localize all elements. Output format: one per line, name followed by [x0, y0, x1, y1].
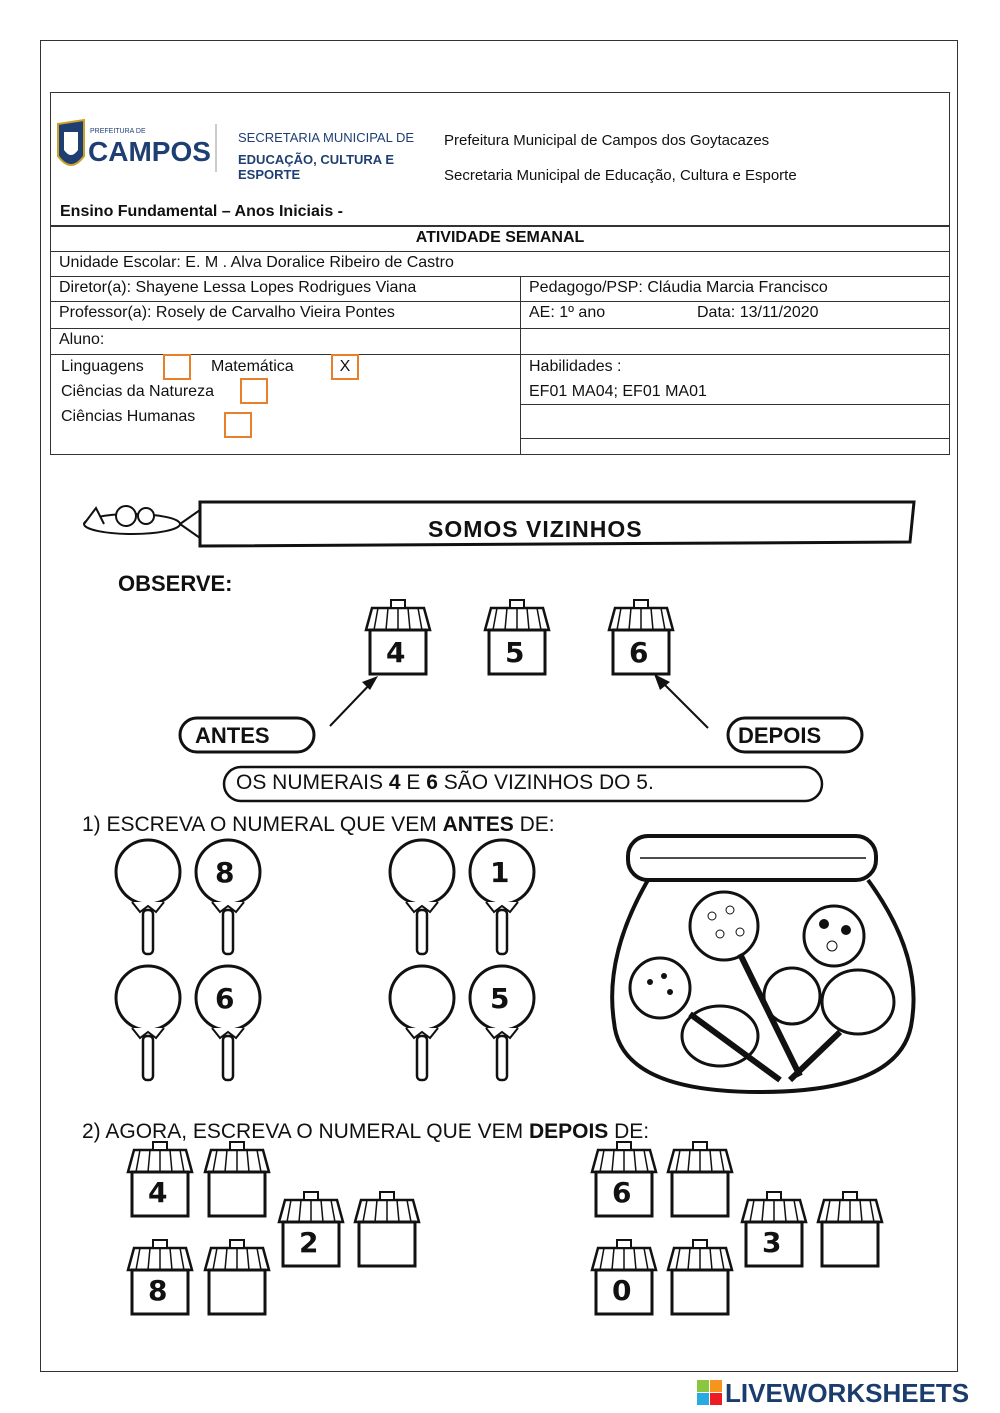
statement-text: [236, 771, 654, 795]
lollipop-number-5: 5: [490, 982, 510, 1015]
logo-prefeitura-text: PREFEITURA DE: [90, 128, 146, 135]
ae-cell: [520, 301, 950, 329]
airplane-icon: [84, 506, 200, 538]
q1-pre: 1) ESCREVA O NUMERAL QUE VEM: [82, 813, 443, 836]
unidade-row: Unidade Escolar: E. M . Alva Doralice Ribeiro de Castro: [50, 251, 950, 277]
q2-house-number-8: 8: [148, 1274, 168, 1307]
q1-instruction: [82, 813, 555, 837]
antes-arrow: [330, 676, 378, 726]
org-line-1: Prefeitura Municipal de Campos dos Goytacazes: [444, 132, 770, 149]
q2-post: DE:: [608, 1120, 650, 1143]
habilidades-label: Habilidades :: [529, 358, 622, 375]
ciencias-natureza-label: Ciências da Natureza: [61, 383, 214, 400]
lollipop-blank-1: [116, 840, 180, 954]
q2-house-number-3: 3: [762, 1226, 782, 1259]
q1-bold: ANTES: [442, 813, 514, 836]
lollipop-number-8: 8: [215, 856, 235, 889]
statement-mid: E: [400, 771, 427, 794]
banner-title: SOMOS VIZINHOS: [428, 516, 643, 542]
linguagens-checkbox[interactable]: [163, 354, 191, 380]
example-house-number-3: 6: [629, 636, 649, 669]
q2-instruction: [82, 1120, 649, 1144]
ciencias-humanas-checkbox[interactable]: [224, 412, 252, 438]
antes-label: ANTES: [195, 723, 270, 748]
logo-campos-text: CAMPOS: [88, 136, 211, 167]
professor-cell: Professor(a): Rosely de Carvalho Vieira Pontes: [50, 301, 521, 329]
depois-arrow: [654, 674, 708, 728]
example-house-number-1: 4: [386, 636, 406, 669]
q2-house-number-0: 0: [612, 1274, 632, 1307]
q2-house-8-answer: [205, 1240, 269, 1314]
candy-jar-icon: [612, 836, 913, 1092]
q2-house-3-answer: [818, 1192, 882, 1266]
campos-logo: [54, 116, 434, 182]
q1-post: DE:: [513, 813, 555, 836]
q2-house-number-6: 6: [612, 1176, 632, 1209]
q2-house-6-answer: [668, 1142, 732, 1216]
diretor-cell: Diretor(a): Shayene Lessa Lopes Rodrigues Viana: [50, 276, 521, 302]
q2-house-2-answer: [355, 1192, 419, 1266]
linguagens-label: Linguagens: [61, 358, 144, 375]
aluno-cell: Aluno:: [50, 328, 521, 355]
matematica-checkbox[interactable]: X: [331, 354, 359, 380]
observe-label: OBSERVE:: [118, 571, 233, 596]
pedagogo-cell: Pedagogo/PSP: Cláudia Marcia Francisco: [520, 276, 950, 302]
ciencias-natureza-checkbox[interactable]: [240, 378, 268, 404]
lollipop-blank-3: [116, 966, 180, 1080]
date-text: Data: 13/11/2020: [697, 304, 819, 321]
habilidades-value: EF01 MA04; EF01 MA01: [529, 383, 707, 400]
q2-bold: DEPOIS: [528, 1120, 609, 1143]
level-title: Ensino Fundamental – Anos Iniciais -: [60, 203, 344, 220]
habilidades-blank-1: [520, 404, 950, 439]
q2-house-0-answer: [668, 1240, 732, 1314]
depois-label: DEPOIS: [738, 723, 822, 748]
logo-secretaria-line2: EDUCAÇÃO, CULTURA E ESPORTE: [238, 152, 394, 182]
q2-house-number-4: 4: [148, 1176, 168, 1209]
q2-house-number-2: 2: [299, 1226, 319, 1259]
logo-secretaria-line1: SECRETARIA MUNICIPAL DE: [238, 130, 415, 145]
liveworksheets-icon: [697, 1380, 723, 1406]
lollipop-number-1: 1: [490, 856, 510, 889]
habilidades-blank-2: [520, 438, 950, 455]
statement-pre: OS NUMERAIS: [236, 771, 389, 794]
org-line-2: Secretaria Municipal de Educação, Cultura e Esporte: [444, 167, 797, 184]
example-house-number-2: 5: [505, 636, 525, 669]
statement-num-b: 6: [426, 771, 438, 794]
lollipop-number-6: 6: [215, 982, 235, 1015]
q2-pre: 2) AGORA, ESCREVA O NUMERAL QUE VEM: [82, 1120, 529, 1143]
liveworksheets-text: LIVEWORKSHEETS: [725, 1378, 970, 1408]
activity-title: ATIVIDADE SEMANAL: [50, 226, 950, 252]
aluno-empty-cell: [520, 328, 950, 355]
matematica-label: Matemática: [211, 358, 294, 375]
lollipop-blank-2: [390, 840, 454, 954]
lollipop-blank-4: [390, 966, 454, 1080]
statement-num-a: 4: [388, 771, 401, 794]
ciencias-humanas-label: Ciências Humanas: [61, 408, 196, 425]
ae-text: AE: 1º ano: [529, 304, 606, 321]
statement-post: SÃO VIZINHOS DO 5.: [437, 771, 654, 794]
q2-house-4-answer: [205, 1142, 269, 1216]
